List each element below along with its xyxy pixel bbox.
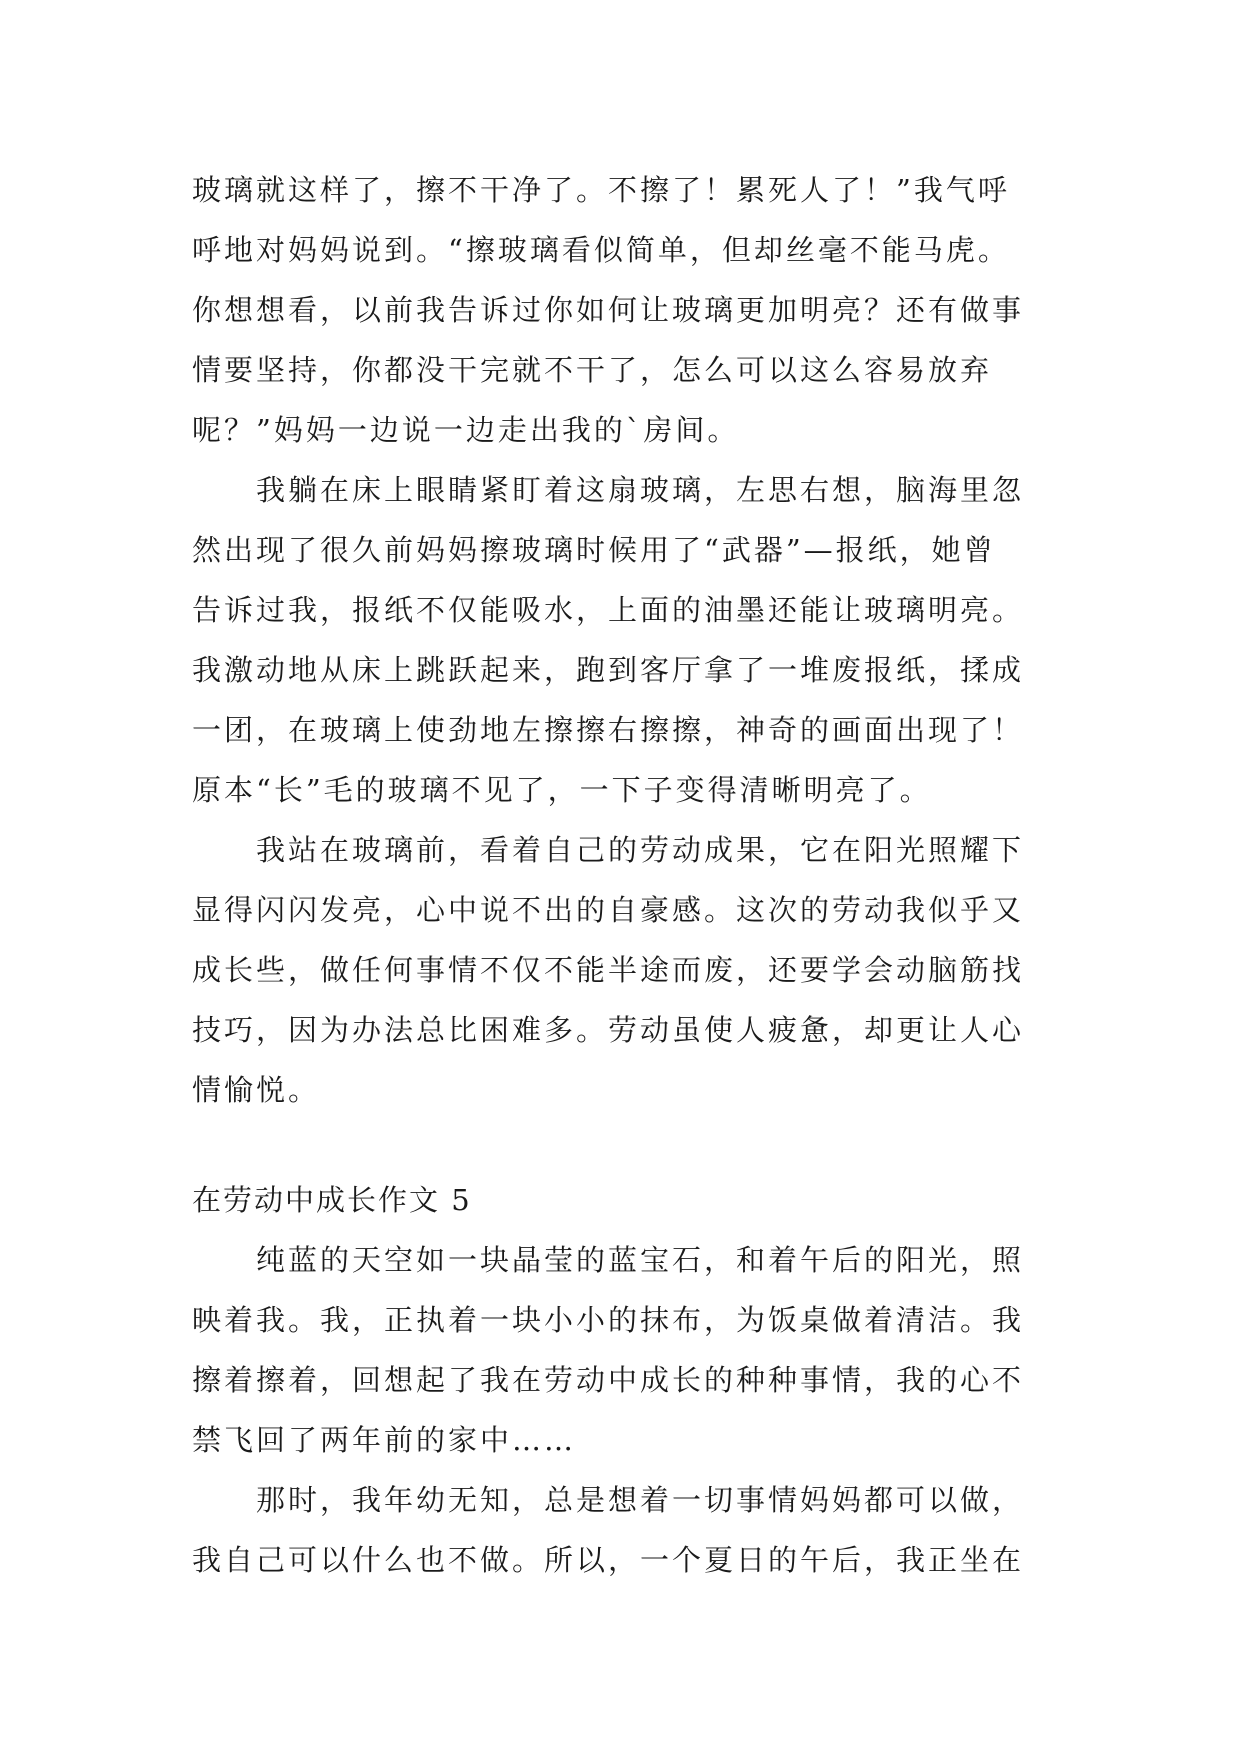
- text-line: 我站在玻璃前，看着自己的劳动成果，它在阳光照耀下: [256, 833, 1025, 867]
- text-line: 我躺在床上眼睛紧盯着这扇玻璃，左思右想，脑海里忽: [256, 473, 1025, 507]
- text-line: 呼地对妈妈说到。“擦玻璃看似简单，但却丝毫不能马虎。: [192, 233, 1010, 267]
- text-line: 擦着擦着，回想起了我在劳动中成长的种种事情，我的心不: [192, 1363, 1025, 1397]
- paragraph-1: [192, 160, 1072, 460]
- paragraph-2: [192, 460, 1072, 820]
- paragraph-3: [192, 820, 1072, 1120]
- text-line: 纯蓝的天空如一块晶莹的蓝宝石，和着午后的阳光，照: [256, 1243, 1025, 1277]
- text-line: 我自己可以什么也不做。所以，一个夏日的午后，我正坐在: [192, 1543, 1025, 1577]
- text-line: 你想想看，以前我告诉过你如何让玻璃更加明亮？还有做事: [192, 293, 1025, 327]
- section-paragraph-1: [192, 1230, 1072, 1470]
- text-line: 映着我。我，正执着一块小小的抹布，为饭桌做着清洁。我: [192, 1303, 1025, 1337]
- text-line: 显得闪闪发亮，心中说不出的自豪感。这次的劳动我似乎又: [192, 893, 1025, 927]
- text-line: 然出现了很久前妈妈擦玻璃时候用了“武器”—报纸，她曾: [192, 533, 996, 567]
- section-title: 在劳动中成长作文 5: [192, 1183, 472, 1217]
- text-line: 情愉悦。: [192, 1073, 321, 1107]
- text-line: 一团，在玻璃上使劲地左擦擦右擦擦，神奇的画面出现了！: [192, 713, 1025, 747]
- text-line: 禁飞回了两年前的家中……: [192, 1423, 577, 1457]
- text-line: 我激动地从床上跳跃起来，跑到客厅拿了一堆废报纸，揉成: [192, 653, 1025, 687]
- text-line: 告诉过我，报纸不仅能吸水，上面的油墨还能让玻璃明亮。: [192, 593, 1025, 627]
- section-gap: [192, 1120, 1072, 1170]
- section-paragraph-2: [192, 1470, 1072, 1590]
- text-line: 原本“长”毛的玻璃不见了，一下子变得清晰明亮了。: [192, 773, 932, 807]
- text-line: 技巧，因为办法总比困难多。劳动虽使人疲惫，却更让人心: [192, 1013, 1025, 1047]
- text-line: 情要坚持，你都没干完就不干了，怎么可以这么容易放弃: [192, 353, 993, 387]
- text-line: 玻璃就这样了，擦不干净了。不擦了！累死人了！”我气呼: [192, 173, 1010, 207]
- text-line: 成长些，做任何事情不仅不能半途而废，还要学会动脑筋找: [192, 953, 1025, 987]
- text-line: 呢？”妈妈一边说一边走出我的`房间。: [192, 413, 740, 447]
- text-line: 那时，我年幼无知，总是想着一切事情妈妈都可以做，: [256, 1483, 1025, 1517]
- document-page: [192, 160, 1072, 1590]
